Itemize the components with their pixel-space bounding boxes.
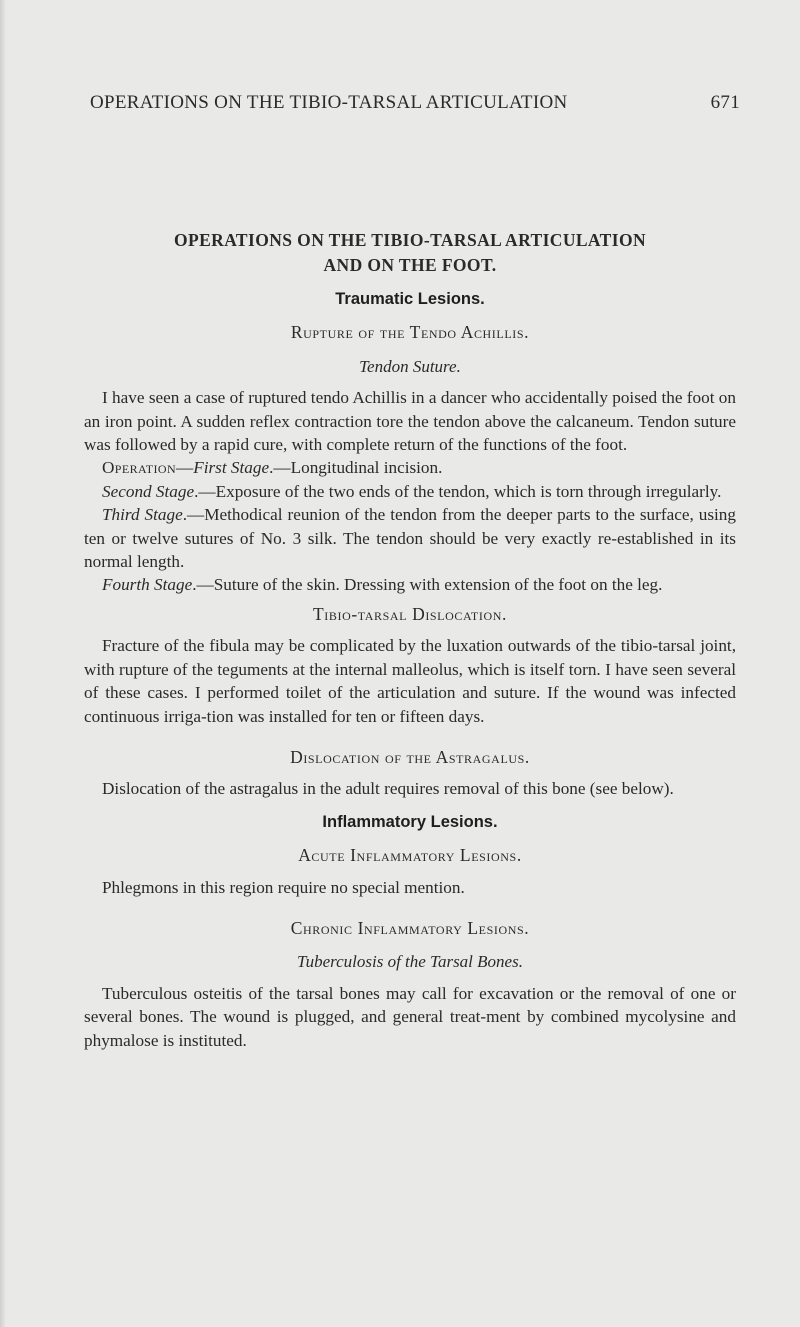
first-stage-text: Longitudinal incision. (290, 458, 443, 478)
operation-label: Operation (102, 458, 177, 478)
third-stage-label: Third Stage (102, 505, 183, 525)
traumatic-lesions-heading: Traumatic Lesions. (335, 290, 485, 308)
third-stage-text: Methodical reunion of the tendon from the deeper parts to the surface, using ten or twelve sutures of No. 3 silk. The tendon should be very exactly re-established in its normal length. (84, 505, 736, 572)
page-number: 671 (710, 92, 740, 113)
operation-third-stage: Third Stage.—Methodical reunion of the tendon from the deeper parts to the surface, using ten or twelve sutures of No. 3 silk. The tendon should be very exactly re-established in its normal length. (84, 505, 736, 572)
page-edge (0, 0, 6, 1327)
tendon-rupture-paragraph: I have seen a case of ruptured tendo Achillis in a dancer who accidentally poised the foot on an iron point. A sudden reflex contraction tore the tendon above the calcaneum. Tendon suture was followed by a rapid cure, with complete return of the functions of the foot. (84, 388, 736, 455)
tuberculosis-paragraph: Tuberculous osteitis of the tarsal bones may call for excavation or the removal of one or several bones. The wound is plugged, and general treat-ment by combined mycolysine and phymalose is instituted. (84, 983, 736, 1050)
spacer (84, 899, 736, 911)
operation-second-stage: Second Stage.—Exposure of the two ends of the tendon, which is torn through irregularly. (102, 481, 722, 501)
running-head-title: OPERATIONS ON THE TIBIO-TARSAL ARTICULATION (90, 92, 568, 113)
chapter-title-line-2: AND ON THE FOOT. (323, 255, 497, 275)
tendon-suture-heading: Tendon Suture. (359, 356, 461, 376)
tibio-tarsal-paragraph: Fracture of the fibula may be complicated by the luxation outwards of the tibio-tarsal joint, with rupture of the teguments at the internal malleolus, which is itself torn. I have seen several of these cases. I performed toilet of the articulation and suture. If the wound was infected continuous irriga-tion was installed for ten or fifteen days. (84, 636, 736, 726)
chapter-title-line-1: OPERATIONS ON THE TIBIO-TARSAL ARTICULATION (173, 230, 647, 250)
tendo-achillis-heading: Rupture of the Tendo Achillis. (290, 322, 530, 343)
spacer (84, 728, 736, 740)
fourth-stage-label: Fourth Stage (102, 575, 193, 595)
acute-inflammatory-paragraph: Phlegmons in this region require no special mention. (102, 877, 465, 897)
chapter-title (84, 228, 736, 278)
page-body (84, 228, 736, 1052)
chronic-inflammatory-heading: Chronic Inflammatory Lesions. (290, 917, 530, 938)
astragalus-paragraph: Dislocation of the astragalus in the adult requires removal of this bone (see below). (102, 779, 674, 799)
fourth-stage-text: Suture of the skin. Dressing with extension of the foot on the leg. (213, 575, 663, 595)
astragalus-dislocation-heading: Dislocation of the Astragalus. (290, 746, 530, 767)
inflammatory-lesions-heading: Inflammatory Lesions. (322, 812, 498, 831)
tibio-tarsal-dislocation-heading: Tibio-tarsal Dislocation. (313, 603, 507, 624)
second-stage-text: Exposure of the two ends of the tendon, which is torn through irregularly. (215, 481, 722, 501)
second-stage-label: Second Stage (102, 481, 195, 501)
operation-fourth-stage: Fourth Stage.—Suture of the skin. Dressing with extension of the foot on the leg. (102, 575, 663, 595)
operation-first-stage: Operation—First Stage.—Longitudinal incision. (102, 458, 443, 478)
running-head (90, 92, 740, 116)
first-stage-label: First Stage (193, 458, 270, 478)
acute-inflammatory-heading: Acute Inflammatory Lesions. (298, 845, 522, 866)
tuberculosis-heading: Tuberculosis of the Tarsal Bones. (297, 952, 523, 972)
